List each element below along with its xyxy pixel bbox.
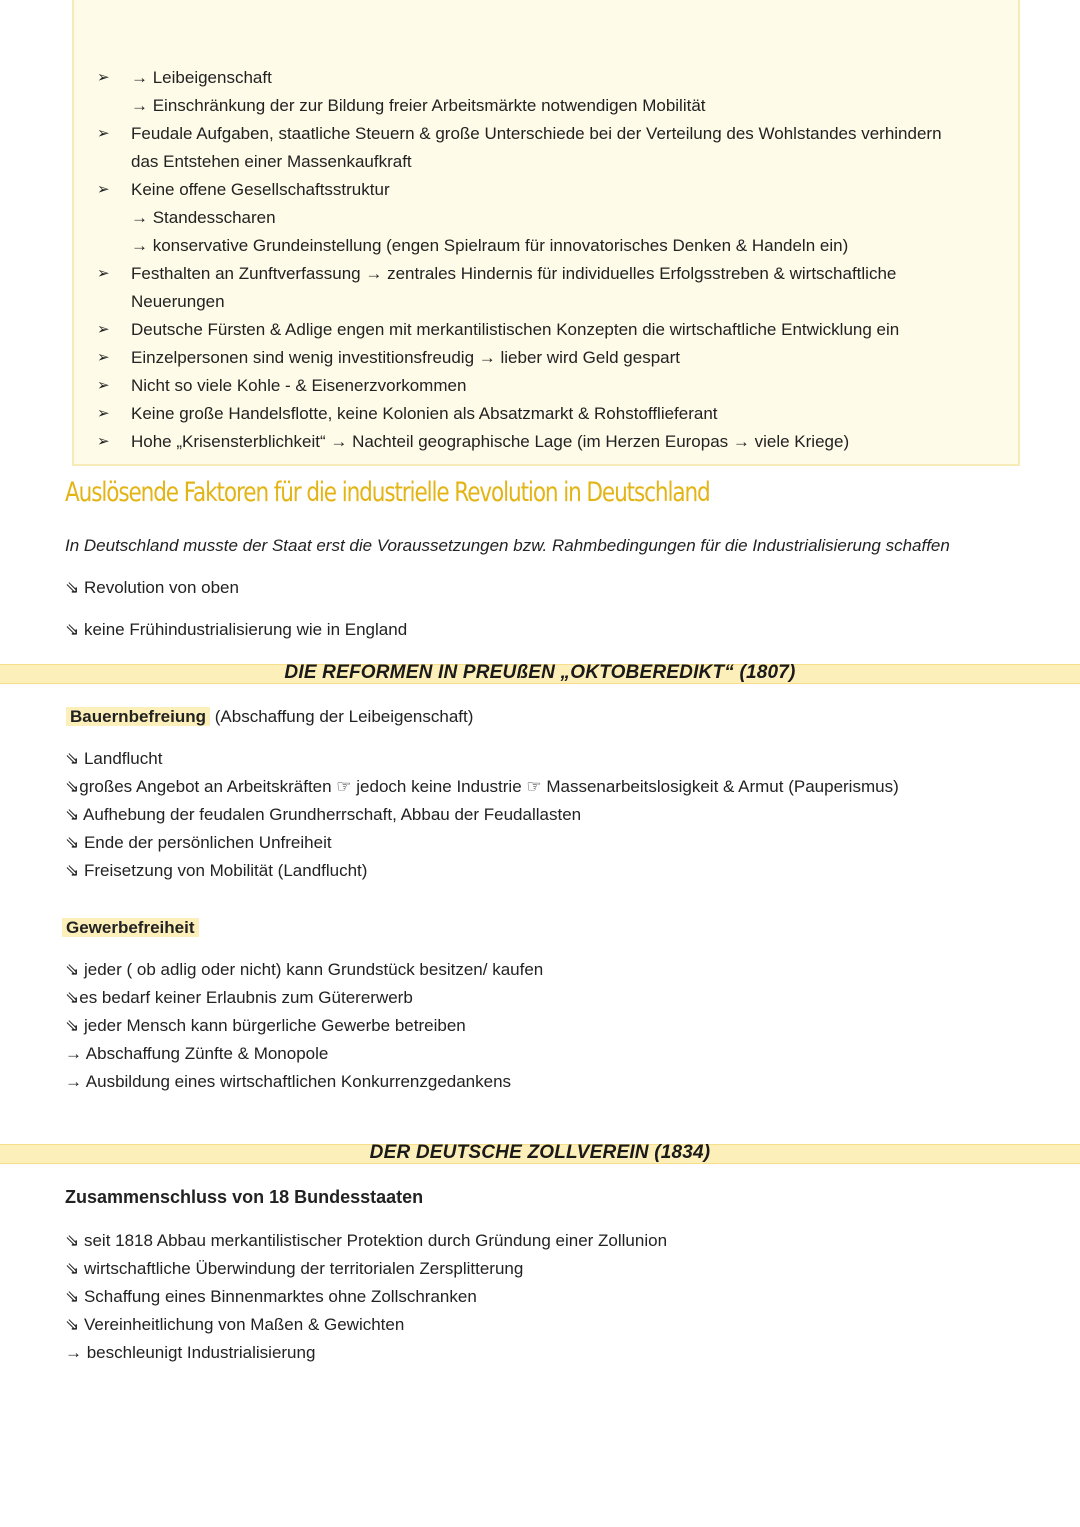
section-title-reformen: DIE REFORMEN IN PREUßEN „OKTOBEREDIKT“ (1807) bbox=[284, 662, 796, 683]
list-item: ⇘ wirtschaftliche Überwindung der territorialen Zersplitterung bbox=[65, 1259, 524, 1278]
box-line: Festhalten an Zunftverfassung → zentrales Hindernis für individuelles Erfolgsstreben & wirtschaftliche bbox=[131, 264, 897, 283]
list-item: ⇘ Landflucht bbox=[65, 749, 163, 768]
page-heading: Auslösende Faktoren für die industrielle Revolution in Deutschland bbox=[65, 477, 710, 508]
list-item: ⇘ Vereinheitlichung von Maßen & Gewichten bbox=[65, 1315, 405, 1334]
bullet-arrow-icon: ➢ bbox=[97, 125, 110, 142]
bullet-arrow-icon: ➢ bbox=[97, 265, 110, 282]
subheading-bauernbefreiung bbox=[66, 706, 473, 728]
bullet-arrow-icon: ➢ bbox=[97, 69, 110, 86]
box-line: Feudale Aufgaben, staatliche Steuern & große Unterschiede bei der Verteilung des Wohlstandes verhindern bbox=[131, 124, 942, 143]
list-item: ⇘ jeder ( ob adlig oder nicht) kann Grundstück besitzen/ kaufen bbox=[65, 960, 544, 979]
list-item: ⇘ Aufhebung der feudalen Grundherrschaft, Abbau der Feudallasten bbox=[65, 805, 582, 824]
box-line: Keine offene Gesellschaftsstruktur bbox=[131, 180, 390, 199]
intro-point: ⇘ Revolution von oben bbox=[65, 578, 239, 597]
list-item: ⇘ Freisetzung von Mobilität (Landflucht) bbox=[65, 861, 368, 880]
list-item: ⇘es bedarf keiner Erlaubnis zum Gütererwerb bbox=[65, 988, 413, 1007]
list-item: → beschleunigt Industrialisierung bbox=[65, 1343, 316, 1362]
list-item: → Ausbildung eines wirtschaftlichen Konkurrenzgedankens bbox=[65, 1072, 512, 1091]
list-item: → Abschaffung Zünfte & Monopole bbox=[65, 1044, 329, 1063]
box-line: Keine große Handelsflotte, keine Kolonien als Absatzmarkt & Rohstofflieferant bbox=[131, 404, 718, 423]
list-item: ⇘großes Angebot an Arbeitskräften ☞ jedoch keine Industrie ☞ Massenarbeitslosigkeit & Armut (Pauperismus) bbox=[65, 777, 899, 796]
highlight-label: Bauernbefreiung bbox=[66, 707, 210, 726]
list-item: ⇘ Schaffung eines Binnenmarktes ohne Zollschranken bbox=[65, 1287, 477, 1306]
section-title-zollverein: DER DEUTSCHE ZOLLVEREIN (1834) bbox=[369, 1142, 711, 1163]
bullet-arrow-icon: ➢ bbox=[97, 321, 110, 338]
highlight-label: Gewerbefreiheit bbox=[62, 918, 199, 937]
box-line: → konservative Grundeinstellung (engen Spielraum für innovatorisches Denken & Handeln ein) bbox=[131, 236, 849, 255]
box-line: Einzelpersonen sind wenig investitionsfreudig → lieber wird Geld gespart bbox=[131, 348, 681, 367]
subheading-rest: (Abschaffung der Leibeigenschaft) bbox=[210, 707, 474, 726]
box-line: Neuerungen bbox=[131, 292, 225, 311]
list-item: ⇘ seit 1818 Abbau merkantilistischer Protektion durch Gründung einer Zollunion bbox=[65, 1231, 668, 1250]
subheading-zusammenschluss: Zusammenschluss von 18 Bundesstaaten bbox=[65, 1187, 424, 1207]
bullet-arrow-icon: ➢ bbox=[97, 377, 110, 394]
box-line: Nicht so viele Kohle - & Eisenerzvorkommen bbox=[131, 376, 467, 395]
box-line: Hohe „Krisensterblichkeit“ → Nachteil geographische Lage (im Herzen Europas → viele Kriege) bbox=[131, 432, 850, 451]
box-line: → Einschränkung der zur Bildung freier Arbeitsmärkte notwendigen Mobilität bbox=[131, 96, 706, 115]
box-line: Deutsche Fürsten & Adlige engen mit merkantilistischen Konzepten die wirtschaftliche Entwicklung ein bbox=[131, 320, 900, 339]
subheading-gewerbefreiheit bbox=[62, 917, 199, 939]
list-item: ⇘ Ende der persönlichen Unfreiheit bbox=[65, 833, 332, 852]
list-item: ⇘ jeder Mensch kann bürgerliche Gewerbe betreiben bbox=[65, 1016, 466, 1035]
bullet-arrow-icon: ➢ bbox=[97, 405, 110, 422]
intro-point: ⇘ keine Frühindustrialisierung wie in England bbox=[65, 620, 408, 639]
box-line: das Entstehen einer Massenkaufkraft bbox=[131, 152, 412, 171]
bullet-arrow-icon: ➢ bbox=[97, 433, 110, 450]
bullet-arrow-icon: ➢ bbox=[97, 349, 110, 366]
intro-text: In Deutschland musste der Staat erst die Voraussetzungen bzw. Rahmbedingungen für die Industrialisierung schaffen bbox=[65, 536, 950, 555]
box-line: → Leibeigenschaft bbox=[131, 68, 272, 87]
bullet-arrow-icon: ➢ bbox=[97, 181, 110, 198]
box-line: → Standesscharen bbox=[131, 208, 276, 227]
